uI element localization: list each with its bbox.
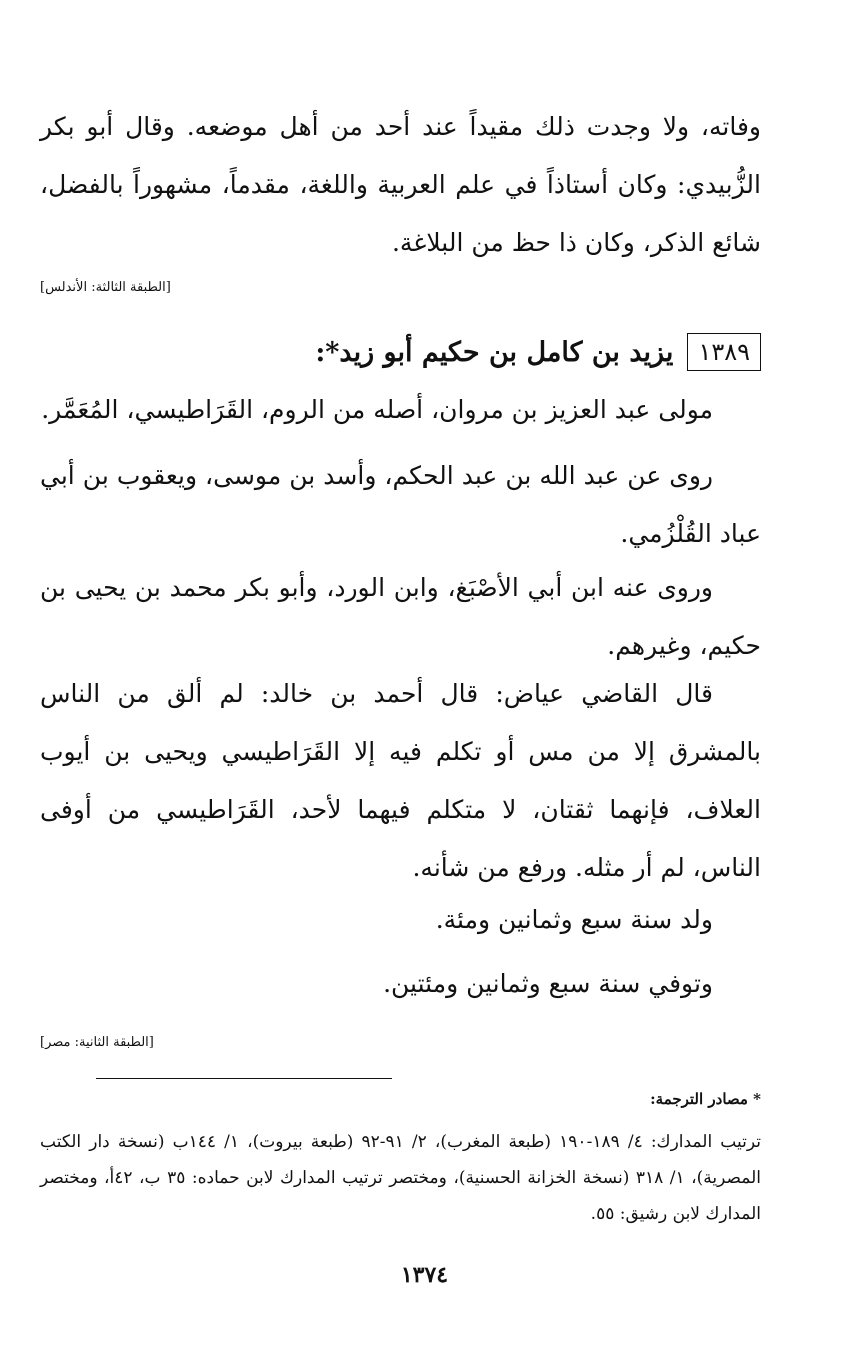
entry-number: ١٣٨٩ — [687, 333, 761, 371]
paragraph-narrated-from: روى عن عبد الله بن عبد الحكم، وأسد بن موسى، ويعقوب بن أبي عباد القُلْزُمي. — [40, 461, 761, 548]
footnote-label: * مصادر الترجمة: — [650, 1090, 761, 1108]
paragraph-birth: ولد سنة سبع وثمانين ومئة. — [435, 905, 713, 934]
top-paragraph: وفاته، ولا وجدت ذلك مقيداً عند أحد من أهل موضعه. وقال أبو بكر الزُّبيدي: وكان أستاذاً في علم العربية واللغة، مقدماً، مشهوراً بالفضل، شائع الذكر، وكان ذا حظ من البلاغة. — [40, 112, 761, 257]
entry-name: يزيد بن كامل بن حكيم أبو زيد*: — [315, 336, 674, 368]
classification-tag: [الطبقة الثالثة: الأندلس] — [40, 280, 171, 295]
paragraph-assessment: قال القاضي عياض: قال أحمد بن خالد: لم ألق من الناس بالمشرق إلا من مس أو تكلم فيه إلا القَرَاطيسي ويحيى بن أيوب العلاف، فإنهما ثقتان، لا متكلم فيهما لأحد، القَرَاطيسي من أوفى الناس، لم أر مثله. ورفع من شأنه. — [40, 679, 761, 882]
paragraph-lineage: مولى عبد العزيز بن مروان، أصله من الروم، القَرَاطيسي، المُعَمَّر. — [41, 395, 713, 424]
paragraph-death: وتوفي سنة سبع وثمانين ومئتين. — [383, 969, 713, 998]
footnote-text: ترتيب المدارك: ٤/ ١٨٩-١٩٠ (طبعة المغرب)، ٢/ ٩١-٩٢ (طبعة بيروت)، ١/ ١٤٤ب (نسخة دار الكتب المصرية)، ١/ ٣١٨ (نسخة الخزانة الحسنية)، ومختصر ترتيب المدارك لابن حماده: ٣٥ ب، ٤٢أ، ومختصر المدارك لابن رشيق: ٥٥. — [40, 1132, 761, 1224]
paragraph-narrated-by: وروى عنه ابن أبي الأصْبَغ، وابن الورد، وأبو بكر محمد بن يحيى بن حكيم، وغيرهم. — [40, 573, 761, 660]
page-number: ١٣٧٤ — [400, 1262, 449, 1288]
entry-heading — [40, 330, 761, 374]
classification-tag: [الطبقة الثانية: مصر] — [40, 1035, 154, 1050]
footnote-divider — [96, 1078, 392, 1079]
